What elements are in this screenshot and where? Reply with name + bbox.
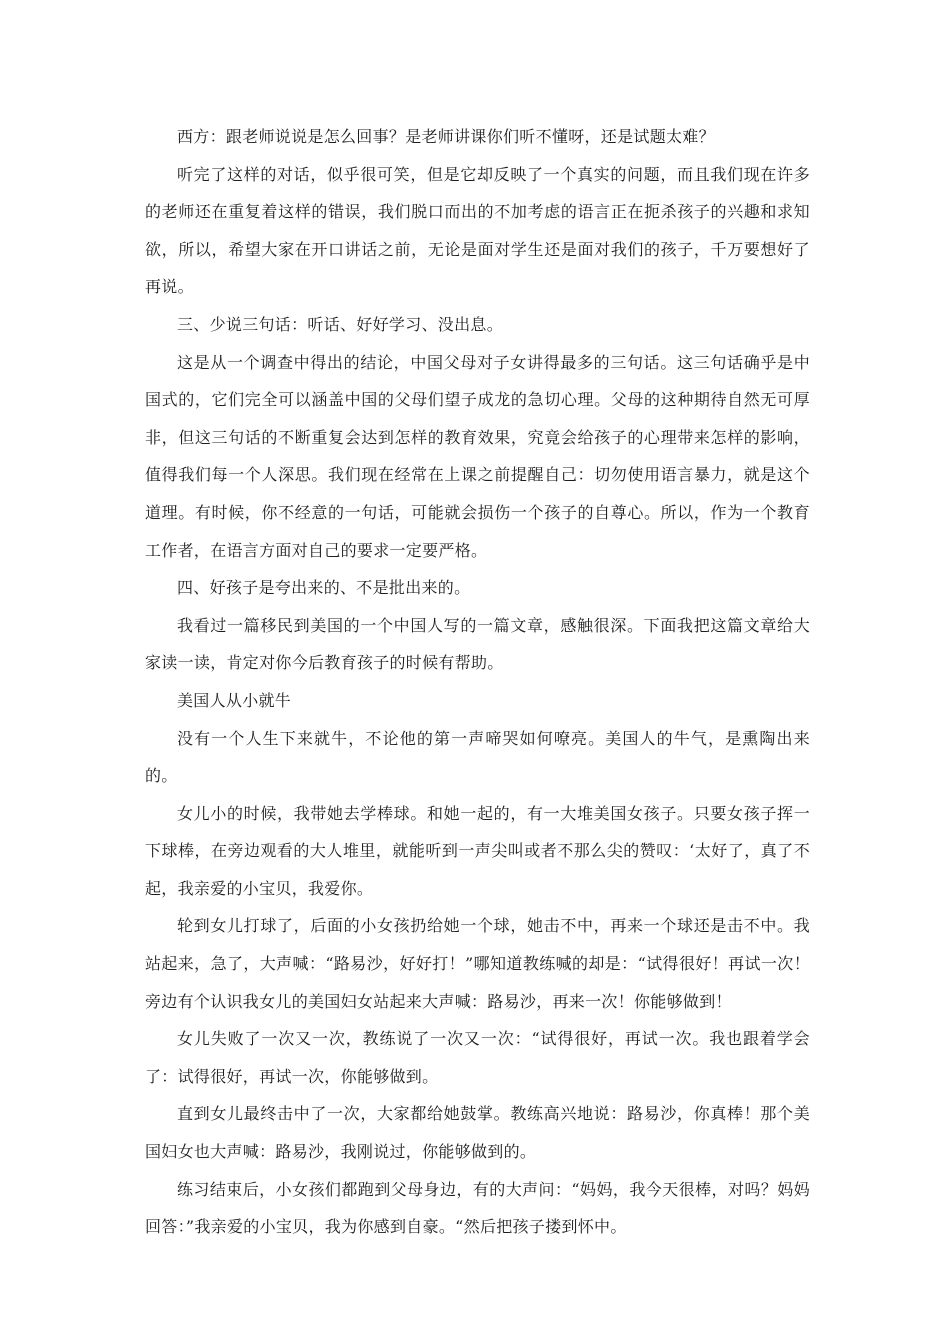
paragraph: 直到女儿最终击中了一次，大家都给她鼓掌。教练高兴地说：路易沙，你真棒！那个美国妇女也大声喊：路易沙，我刚说过，你能够做到的。 [145, 1104, 810, 1162]
paragraph: 没有一个人生下来就牛，不论他的第一声啼哭如何嘹亮。美国人的牛气，是熏陶出来的。 [145, 728, 810, 786]
section-heading: 三、少说三句话：听话、好好学习、没出息。 [177, 314, 504, 334]
paragraph: 女儿小的时候，我带她去学棒球。和她一起的，有一大堆美国女孩子。只要女孩子挥一下球棒，在旁边观看的大人堆里，就能听到一声尖叫或者不那么尖的赞叹：‘太好了，真了不起，我亲爱的小宝贝，我爱你。 [145, 803, 810, 898]
paragraph: 练习结束后，小女孩们都跑到父母身边，有的大声问：“妈妈，我今天很棒，对吗？妈妈回答：”我亲爱的小宝贝，我为你感到自豪。“然后把孩子搂到怀中。 [145, 1179, 810, 1237]
paragraph: 我看过一篇移民到美国的一个中国人写的一篇文章，感触很深。下面我把这篇文章给大家读一读，肯定对你今后教育孩子的时候有帮助。 [145, 615, 810, 673]
paragraph: 轮到女儿打球了，后面的小女孩扔给她一个球，她击不中，再来一个球还是击不中。我站起来，急了，大声喊：“路易沙，好好打！”哪知道教练喊的却是：“试得很好！再试一次！旁边有个认识我女儿的美国妇女站起来大声喊：路易沙，再来一次！你能够做到！ [145, 916, 810, 1011]
paragraph: 女儿失败了一次又一次，教练说了一次又一次：“试得很好，再试一次。我也跟着学会了：试得很好，再试一次，你能够做到。 [145, 1029, 810, 1086]
paragraph: 西方：跟老师说说是怎么回事？是老师讲课你们听不懂呀，还是试题太难？ [177, 127, 715, 146]
paragraph: 听完了这样的对话，似乎很可笑，但是它却反映了一个真实的问题，而且我们现在许多的老师还在重复着这样的错误，我们脱口而出的不加考虑的语言正在扼杀孩子的兴趣和求知欲，所以，希望大家在开口讲话之前，无论是面对学生还是面对我们的孩子，千万要想好了再说。 [145, 164, 810, 297]
document-body [145, 118, 810, 1246]
article-title: 美国人从小就牛 [177, 690, 292, 710]
section-heading: 四、好孩子是夸出来的、不是批出来的。 [177, 578, 471, 598]
paragraph: 这是从一个调查中得出的结论，中国父母对子女讲得最多的三句话。这三句话确乎是中国式的，它们完全可以涵盖中国的父母们望子成龙的急切心理。父母的这种期待自然无可厚非，但这三句话的不断重复会达到怎样的教育效果，究竟会给孩子的心理带来怎样的影响，值得我们每一个人深思。我们现在经常在上课之前提醒自己：切勿使用语言暴力，就是这个道理。有时候，你不经意的一句话，可能就会损伤一个孩子的自尊心。所以，作为一个教育工作者，在语言方面对自己的要求一定要严格。 [145, 352, 810, 560]
